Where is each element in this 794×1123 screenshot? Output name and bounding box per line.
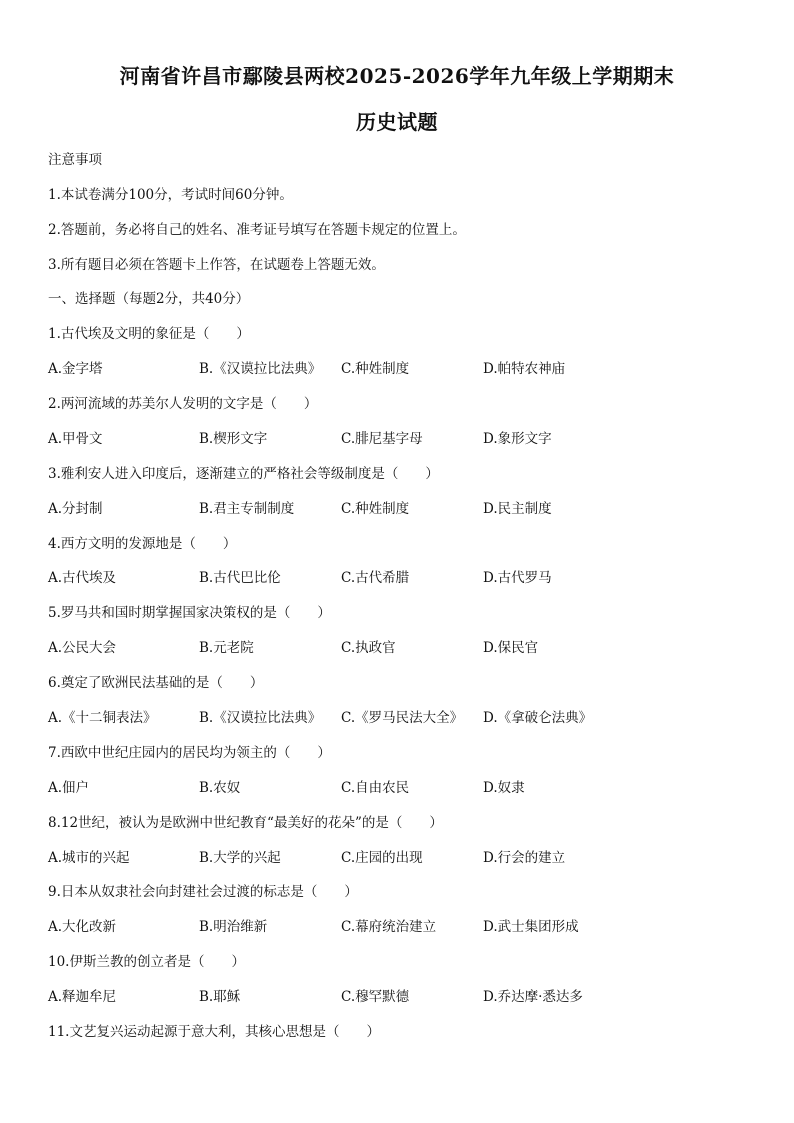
question-stem: 4.西方文明的发源地是（ ） bbox=[48, 536, 237, 552]
question-options bbox=[48, 500, 748, 518]
question-options bbox=[48, 430, 748, 448]
notice-item-1: 1.本试卷满分100分，考试时间60分钟。 bbox=[48, 187, 293, 203]
option-c: C.庄园的出现 bbox=[341, 850, 423, 866]
question-stem: 8.12世纪，被认为是欧洲中世纪教育“最美好的花朵”的是（ ） bbox=[48, 815, 443, 831]
option-d: D.奴隶 bbox=[483, 780, 525, 796]
question-options bbox=[48, 639, 748, 657]
question-stem: 11.文艺复兴运动起源于意大利，其核心思想是（ ） bbox=[48, 1024, 380, 1040]
notice-heading: 注意事项 bbox=[48, 152, 102, 168]
option-b: B.耶稣 bbox=[199, 989, 241, 1005]
question-stem: 1.古代埃及文明的象征是（ ） bbox=[48, 326, 250, 342]
option-a: A.城市的兴起 bbox=[48, 850, 130, 866]
option-c: C.执政官 bbox=[341, 640, 396, 656]
question-options bbox=[48, 360, 748, 378]
option-d: D.《拿破仑法典》 bbox=[483, 710, 593, 726]
option-a: A.分封制 bbox=[48, 501, 103, 517]
option-c: C.腓尼基字母 bbox=[341, 431, 423, 447]
option-c: C.穆罕默德 bbox=[341, 989, 410, 1005]
exam-subject-title: 历史试题 bbox=[356, 110, 438, 134]
exam-title: 河南省许昌市鄢陵县两校2025-2026学年九年级上学期期末 bbox=[119, 64, 675, 88]
option-d: D.乔达摩·悉达多 bbox=[483, 989, 583, 1005]
question-options bbox=[48, 709, 748, 727]
option-d: D.民主制度 bbox=[483, 501, 552, 517]
option-c: C.种姓制度 bbox=[341, 501, 410, 517]
option-c: C.古代希腊 bbox=[341, 570, 410, 586]
option-b: B.大学的兴起 bbox=[199, 850, 281, 866]
question-options bbox=[48, 849, 748, 867]
question-options bbox=[48, 569, 748, 587]
option-a: A.甲骨文 bbox=[48, 431, 103, 447]
option-a: A.《十二铜表法》 bbox=[48, 710, 157, 726]
question-stem: 10.伊斯兰教的创立者是（ ） bbox=[48, 954, 245, 970]
question-stem: 7.西欧中世纪庄园内的居民均为领主的（ ） bbox=[48, 745, 331, 761]
option-b: B.楔形文字 bbox=[199, 431, 268, 447]
question-stem: 6.奠定了欧洲民法基础的是（ ） bbox=[48, 675, 264, 691]
notice-item-2: 2.答题前，务必将自己的姓名、准考证号填写在答题卡规定的位置上。 bbox=[48, 222, 466, 238]
option-b: B.《汉谟拉比法典》 bbox=[199, 361, 322, 377]
option-a: A.佃户 bbox=[48, 780, 90, 796]
question-options bbox=[48, 779, 748, 797]
option-d: D.保民官 bbox=[483, 640, 539, 656]
section-heading: 一、选择题（每题2分，共40分） bbox=[48, 291, 250, 307]
option-a: A.释迦牟尼 bbox=[48, 989, 117, 1005]
option-b: B.农奴 bbox=[199, 780, 241, 796]
option-b: B.古代巴比伦 bbox=[199, 570, 281, 586]
option-c: C.自由农民 bbox=[341, 780, 410, 796]
option-d: D.帕特农神庙 bbox=[483, 361, 566, 377]
question-stem: 2.两河流域的苏美尔人发明的文字是（ ） bbox=[48, 396, 318, 412]
notice-item-3: 3.所有题目必须在答题卡上作答，在试题卷上答题无效。 bbox=[48, 257, 385, 273]
question-stem: 5.罗马共和国时期掌握国家决策权的是（ ） bbox=[48, 605, 331, 621]
option-c: C.种姓制度 bbox=[341, 361, 410, 377]
option-a: A.金字塔 bbox=[48, 361, 103, 377]
option-a: A.公民大会 bbox=[48, 640, 117, 656]
option-d: D.武士集团形成 bbox=[483, 919, 579, 935]
question-stem: 3.雅利安人进入印度后，逐渐建立的严格社会等级制度是（ ） bbox=[48, 466, 439, 482]
option-d: D.古代罗马 bbox=[483, 570, 552, 586]
question-options bbox=[48, 918, 748, 936]
option-b: B.元老院 bbox=[199, 640, 254, 656]
option-b: B.君主专制制度 bbox=[199, 501, 295, 517]
option-b: B.明治维新 bbox=[199, 919, 268, 935]
option-c: C.幕府统治建立 bbox=[341, 919, 437, 935]
option-d: D.行会的建立 bbox=[483, 850, 566, 866]
option-a: A.古代埃及 bbox=[48, 570, 117, 586]
question-stem: 9.日本从奴隶社会向封建社会过渡的标志是（ ） bbox=[48, 884, 358, 900]
option-b: B.《汉谟拉比法典》 bbox=[199, 710, 322, 726]
option-a: A.大化改新 bbox=[48, 919, 117, 935]
option-d: D.象形文字 bbox=[483, 431, 552, 447]
option-c: C.《罗马民法大全》 bbox=[341, 710, 464, 726]
question-options bbox=[48, 988, 748, 1006]
